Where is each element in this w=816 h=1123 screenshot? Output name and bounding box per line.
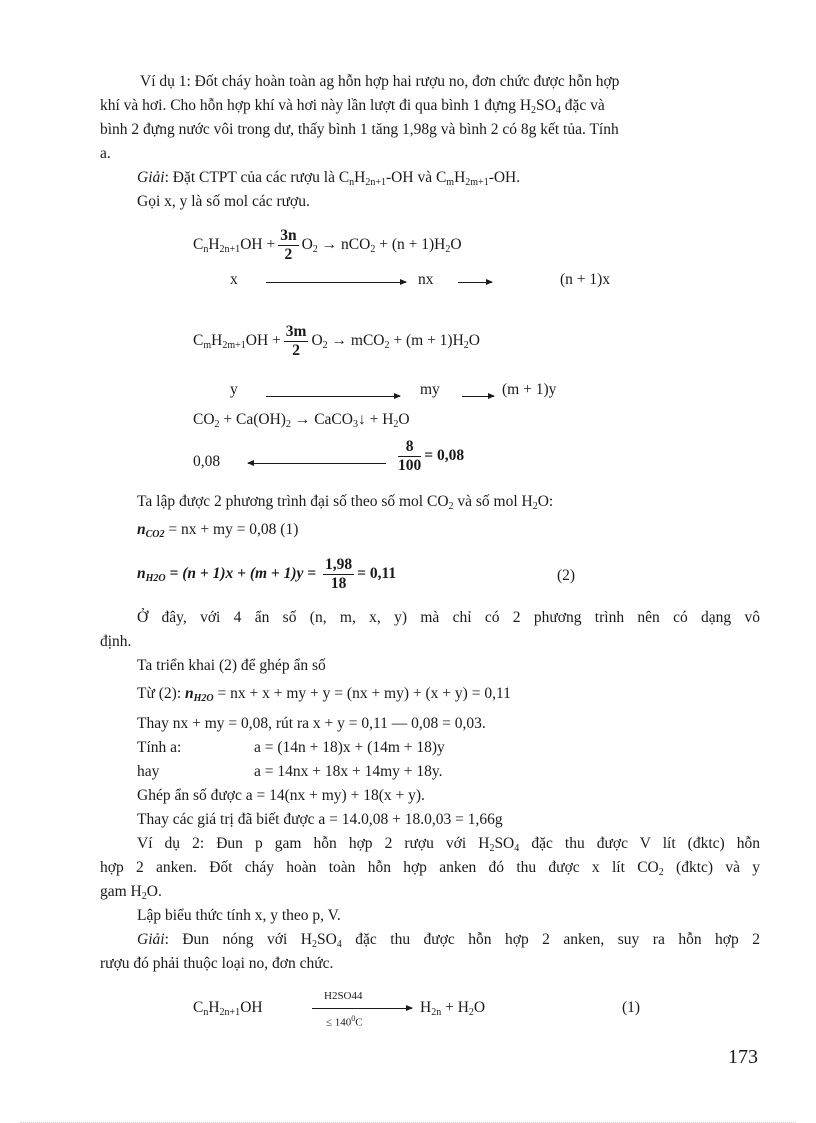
mol-definition: Gọi x, y là số mol các rượu.: [137, 193, 310, 210]
arrow-right-3: [266, 396, 400, 397]
note-line2: định.: [100, 633, 132, 650]
row3-value: 0,08: [193, 453, 221, 470]
solution1-line: Giải: Đặt CTPT của các rượu là $C_nH_{2n+1}-OH$ và $C_mH_{2m+1}-OH$.: [137, 169, 521, 188]
example1-line1: Ví dụ 1: Đốt cháy hoàn toàn ag hỗn hợp hai rượu no, đơn chức được hỗn hợp: [140, 73, 620, 90]
substitute-line: Thay nx + my = 0,08, rút ra x + y = 0,11 — 0,08 = 0,03.: [137, 715, 486, 732]
from-2-line: Từ (2): $n_{H2O}$ = nx + x + my + y = (nx + my) + (x + y) = 0,11: [137, 685, 511, 704]
arrow-right-1: [266, 282, 406, 283]
expand-line: Ta triển khai (2) để ghép ẩn số: [137, 657, 326, 674]
example2-line1: Ví dụ 2: Đun p gam hỗn hợp 2 rượu với $H_2SO_4$ đặc thu được V lít (đktc) hỗn: [137, 835, 760, 854]
group-line: Ghép ẩn số được a = 14(nx + my) + 18(x + y).: [137, 787, 425, 804]
note-line1: Ở đây, với 4 ẩn số (n, m, x, y) mà chỉ có 2 phương trình nên có dạng vô: [137, 609, 760, 626]
solution2-line2: rượu đó phải thuộc loại no, đơn chức.: [100, 955, 334, 972]
example1-line2: khí và hơi. Cho hỗn hợp khí và hơi này lần lượt đi qua bình 1 đựng $H_2SO_4$ đặc và: [100, 97, 605, 116]
example2-line3: gam $H_2O$.: [100, 883, 162, 902]
arrow-right-2: [458, 282, 492, 283]
catalyst-bottom: ≤ $140^0C$: [326, 1014, 363, 1029]
reaction-eq4-lhs: $C_nH_{2n+1}OH$: [193, 999, 263, 1018]
row2-y: y: [230, 381, 238, 398]
reaction-arrow: [312, 1008, 412, 1009]
equation-2: $n_{H2O} = (n + 1)x + (m + 1)y$ = $\frac{1,98}{18}$ = 0,11: [137, 555, 397, 592]
equation-2-tag: (2): [557, 567, 576, 584]
setup-line: Ta lập được 2 phương trình đại số theo số mol $CO_2$ và số mol $H_2O$:: [137, 493, 554, 512]
formula-task: Lập biểu thức tính x, y theo p, V.: [137, 907, 341, 924]
catalyst-top: H2SO44: [324, 990, 363, 1002]
example1-line3: bình 2 đựng nước vôi trong dư, thấy bình 1 tăng 1,98g và bình 2 có 8g kết tủa. Tính: [100, 121, 619, 138]
reaction-eq2: $C_mH_{2m+1}OH$ + $\frac{3m}{2}$ $O_2 \to mCO_2 + (m + 1)H_2O$: [193, 322, 480, 359]
example2-line2: hợp 2 anken. Đốt cháy hoàn toàn hỗn hợp anken đó thu được x lít $CO_2$ (đktc) và y: [100, 859, 760, 878]
equation-1: $n_{CO2}$ = nx + my = 0,08 (1): [137, 521, 299, 540]
fraction-3m-2: $\frac{3m}{2}$: [285, 322, 307, 359]
compute-a-label: Tính a:: [137, 739, 182, 756]
or-label: hay: [137, 763, 160, 780]
row1-x: x: [230, 271, 238, 288]
reaction-eq1: $C_nH_{2n+1}OH$ + $\frac{3n}{2}$ $O_2 \to nCO_2 + (n + 1)H_2O$: [193, 226, 462, 263]
page-number: 173: [728, 1046, 758, 1068]
arrow-left-1: [248, 463, 386, 464]
reaction-eq4-tag: (1): [622, 999, 641, 1016]
solution2-line1: Giải: Đun nóng với $H_2SO_4$ đặc thu được hỗn hợp 2 anken, suy ra hỗn hợp 2: [137, 931, 760, 950]
reaction-eq4-rhs: $H_{2n} + H_2O$: [420, 999, 486, 1018]
compute-a-expr: a = (14n + 18)x + (14m + 18)y: [254, 739, 445, 756]
reaction-eq3: $CO_2 + Ca(OH)_2$ → CaCO$_3$↓ + $H_2O$: [193, 411, 410, 430]
row2-m1y: (m + 1)y: [502, 381, 557, 398]
row2-my: my: [420, 381, 440, 398]
arrow-right-4: [462, 396, 494, 397]
row1-nx: nx: [418, 271, 434, 288]
or-expr: a = 14nx + 18x + 14my + 18y.: [254, 763, 443, 780]
fraction-8-100: $\frac{8}{100}$ = 0,08: [398, 437, 465, 474]
result-line: Thay các giá trị đã biết được a = 14.0,08 + 18.0,03 = 1,66g: [137, 811, 503, 828]
row1-n1x: (n + 1)x: [560, 271, 611, 288]
fraction-3n-2: $\frac{3n}{2}$: [280, 226, 297, 263]
example1-line4: a.: [100, 145, 111, 162]
